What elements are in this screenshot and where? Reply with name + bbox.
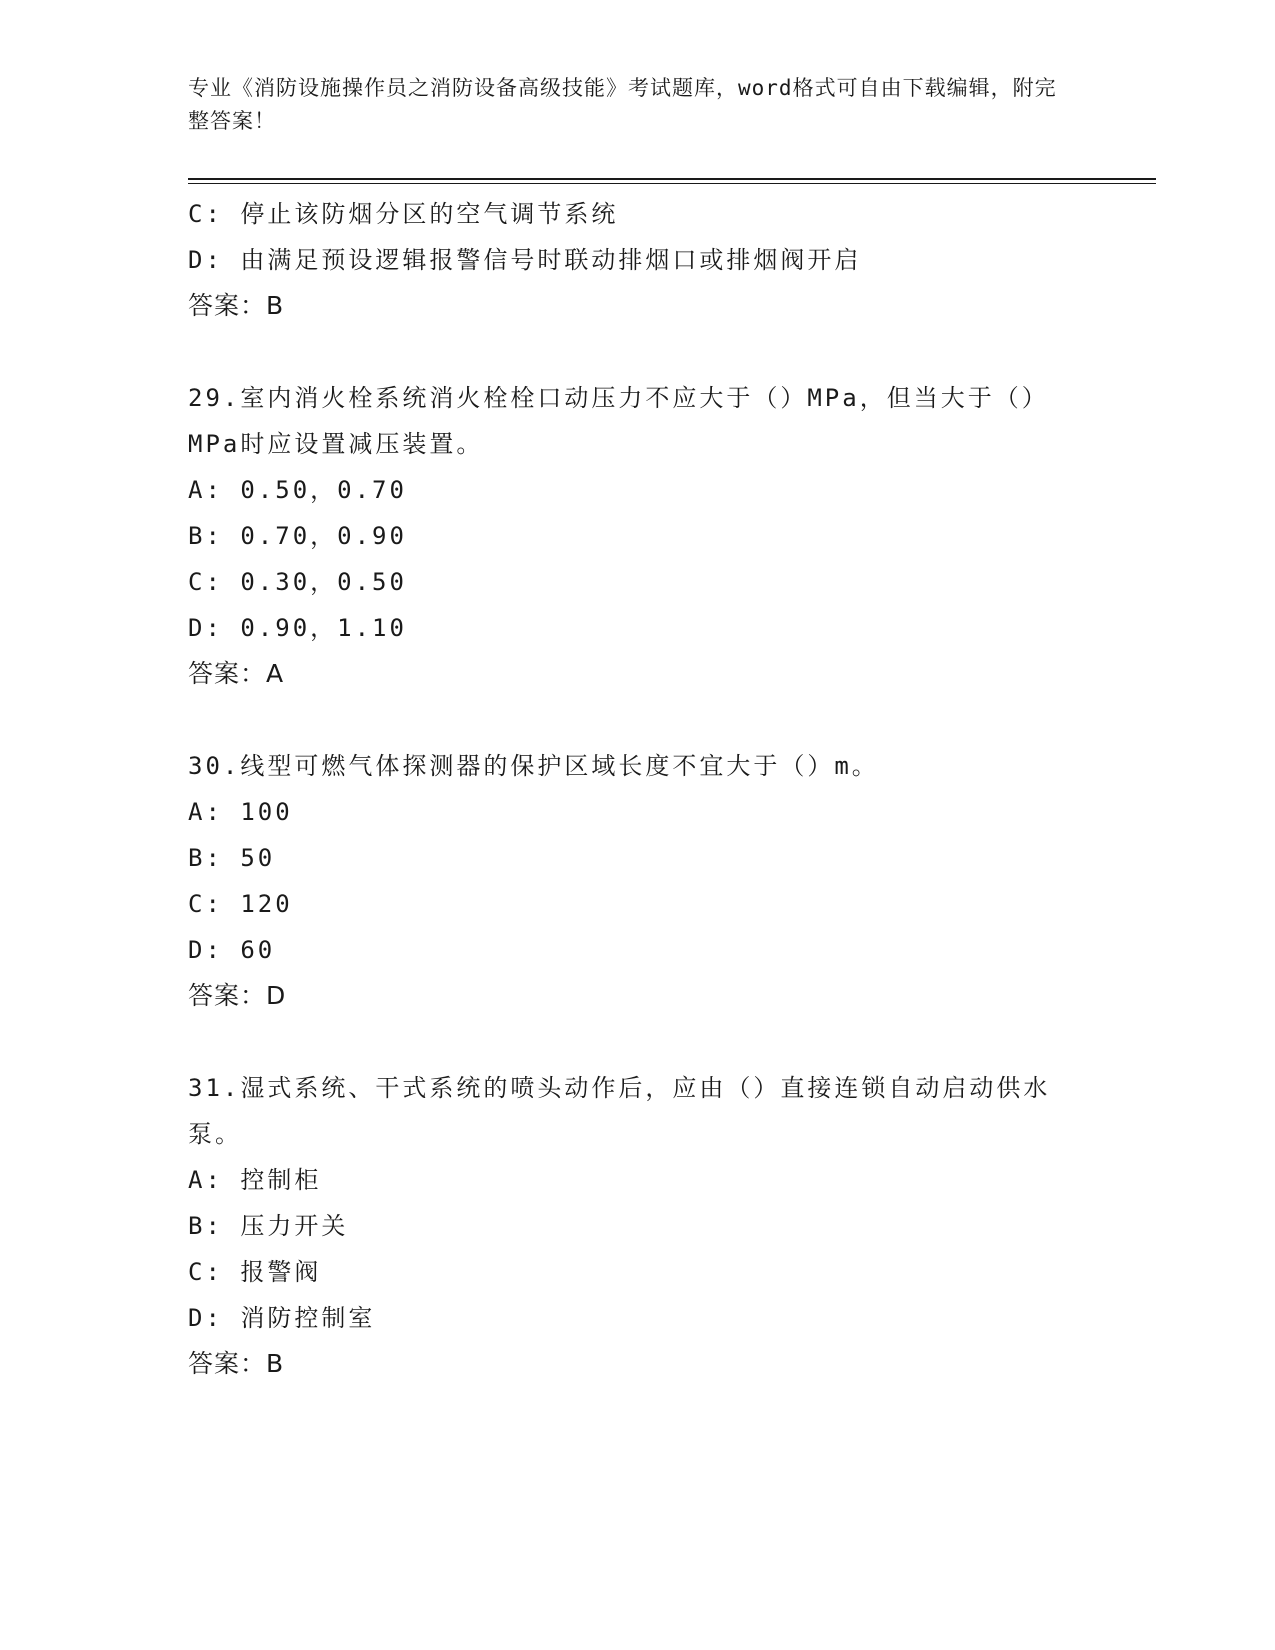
option-a: A: 0.50，0.70 xyxy=(188,476,407,504)
header-rule-thin xyxy=(188,183,1156,184)
option-a: A: 控制柜 xyxy=(188,1166,322,1194)
question-text: 29.室内消火栓系统消火栓栓口动压力不应大于（）MPa，但当大于（）MPa时应设置减压装置。 xyxy=(188,384,1049,458)
document-header: 专业《消防设施操作员之消防设备高级技能》考试题库，word格式可自由下载编辑，附完整答案！ xyxy=(188,76,1057,133)
option-c: C: 停止该防烟分区的空气调节系统 xyxy=(188,200,619,228)
option-d: D: 消防控制室 xyxy=(188,1304,376,1332)
answer-line: 答案：D xyxy=(188,981,287,1010)
option-d: D: 0.90，1.10 xyxy=(188,614,407,642)
question-text: 30.线型可燃气体探测器的保护区域长度不宜大于（）m。 xyxy=(188,752,879,780)
header-rule xyxy=(188,178,1156,180)
option-d: D: 由满足预设逻辑报警信号时联动排烟口或排烟阀开启 xyxy=(188,246,862,274)
option-c: C: 报警阀 xyxy=(188,1258,322,1286)
document-content xyxy=(188,191,1088,1387)
answer-line: 答案：B xyxy=(188,291,285,320)
prev-question-block xyxy=(188,191,1088,329)
question-29 xyxy=(188,375,1088,697)
question-30 xyxy=(188,743,1088,1019)
option-d: D: 60 xyxy=(188,936,276,964)
option-c: C: 120 xyxy=(188,890,293,918)
option-b: B: 压力开关 xyxy=(188,1212,349,1240)
option-a: A: 100 xyxy=(188,798,293,826)
question-text: 31.湿式系统、干式系统的喷头动作后，应由（）直接连锁自动启动供水泵。 xyxy=(188,1074,1051,1148)
answer-line: 答案：B xyxy=(188,1349,285,1378)
answer-line: 答案：A xyxy=(188,659,285,688)
option-b: B: 50 xyxy=(188,844,276,872)
option-c: C: 0.30，0.50 xyxy=(188,568,407,596)
question-31 xyxy=(188,1065,1088,1387)
option-b: B: 0.70，0.90 xyxy=(188,522,407,550)
